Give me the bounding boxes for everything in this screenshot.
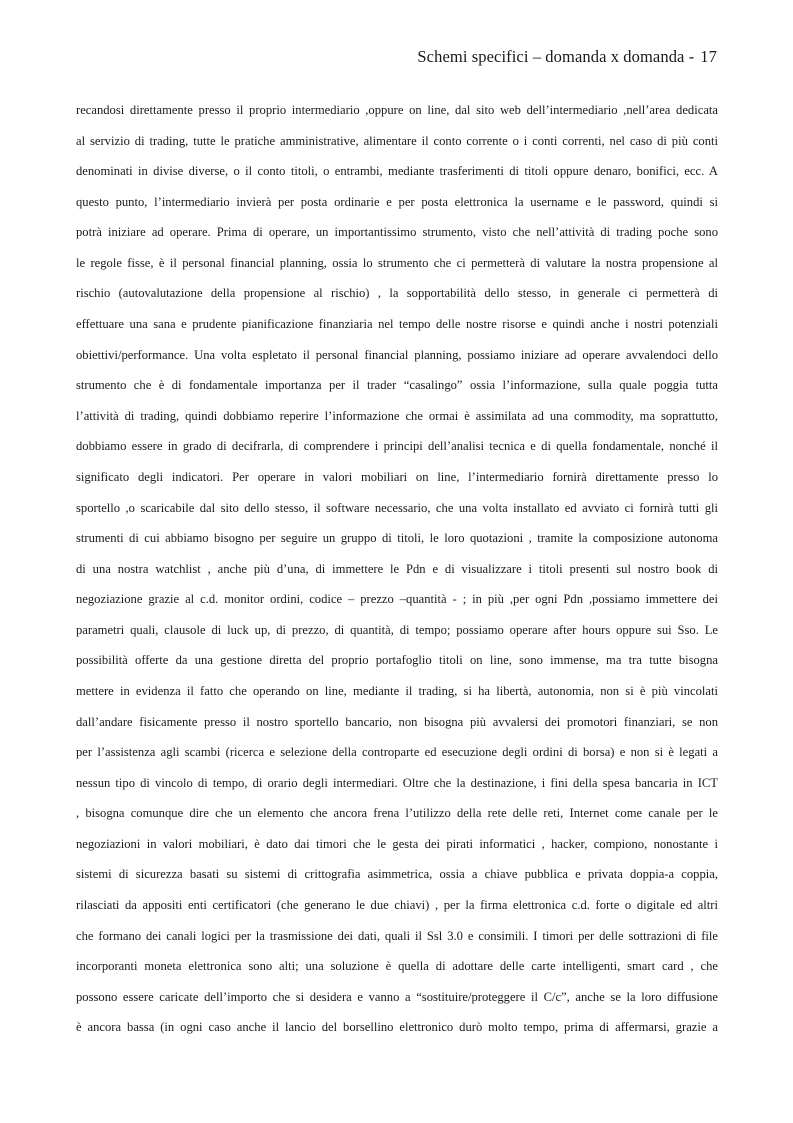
text-line: di una nostra watchlist , anche più d’una, di immettere le Pdn e di visualizzare i titoli presenti sul nostro book di [76,561,718,576]
text-line: nessun tipo di vincolo di tempo, di orario degli intermediari. Oltre che la destinazione, i fini della spesa bancaria in ICT [76,775,718,790]
text-line: mettere in evidenza il fatto che operando on line, mediante il trading, si ha libertà, autonomia, non si è più vincolati [76,683,718,698]
text-line: che formano dei canali logici per la trasmissione dei dati, quali il Ssl 3.0 e consimili. I timori per delle sottrazioni di file [76,928,718,943]
text-line: strumento che è di fondamentale importanza per il trader “casalingo” ossia l’informazione, sulla quale poggia tutta [76,378,718,393]
text-line: negoziazione grazie al c.d. monitor ordini, codice – prezzo –quantità - ; in più ,per ogni Pdn ,possiamo immettere dei [76,592,718,607]
text-line: possibilità offerte da una gestione diretta del proprio portafoglio titoli on line, sono immense, ma tra tutte bisogna [76,653,718,668]
text-line: obiettivi/performance. Una volta espletato il personal financial planning, possiamo iniziare ad operare avvalendoci dello [76,347,718,362]
text-line: recandosi direttamente presso il proprio intermediario ,oppure on line, dal sito web dell’intermediario ,nell’area dedicata [76,103,718,117]
text-line: denominati in divise diverse, o il conto titoli, o entrambi, mediante trasferimenti di titoli oppure denaro, bonifici, ecc. A [76,164,718,179]
text-line: rischio (autovalutazione della propensione al rischio) , la sopportabilità dello stesso, in generale ci permetterà di [76,286,718,301]
text-line: le regole fisse, è il personal financial planning, ossia lo strumento che ci permetterà di valutare la nostra propensione al [76,255,718,270]
text-line: possono essere caricate dell’importo che si desidera e vanno a “sostituire/proteggere il C/c”, anche se la loro diffusione [76,989,718,1004]
text-line: sistemi di sicurezza basati su sistemi di crittografia asimmetrica, ossia a chiave pubblica e privata doppia-a coppia, [76,867,718,882]
text-line: parametri quali, clausole di luck up, di prezzo, di quantità, di tempo; possiamo operare after hours oppure sui Sso. Le [76,622,718,637]
text-line: negoziazioni in valori mobiliari, è dato dai timori che le gesta dei pirati informatici , hacker, compiono, nonostante i [76,836,718,851]
page-number: 17 [700,47,717,66]
text-line: effettuare una sana e prudente pianificazione finanziaria nel tempo delle nostre risorse e quindi anche i nostri potenziali [76,317,718,332]
text-line: rilasciati da appositi enti certificatori (che generano le due chiavi) , per la firma elettronica c.d. forte o digitale ed altri [76,898,718,913]
running-header [417,47,717,67]
text-line: , bisogna comunque dire che un elemento che ancora frena l’utilizzo della rete delle reti, Internet come canale per le [76,806,718,821]
text-line: è ancora bassa (in ogni caso anche il lancio del borsellino elettronico durò molto tempo, prima di affermarsi, grazie a [76,1020,718,1035]
text-line: dall’andare fisicamente presso il nostro sportello bancario, non bisogna più avvalersi dei promotori finanziari, se non [76,714,718,729]
running-title: Schemi specifici – domanda x domanda - [417,47,695,66]
text-line: dobbiamo essere in grado di decifrarla, di comprendere i principi dell’analisi tecnica e di quella fondamentale, nonché il [76,439,718,454]
body-paragraph [76,101,718,1049]
text-line: incorporanti moneta elettronica sono alti; una soluzione è quella di adottare delle carte intelligenti, smart card , che [76,959,718,974]
text-line: questo punto, l’intermediario invierà per posta ordinarie e per posta elettronica la username e le password, quindi si [76,194,718,209]
text-line: l’attività di trading, quindi dobbiamo reperire l’informazione che ormai è assimilata ad una commodity, ma soprattutto, [76,408,718,423]
text-line: al servizio di trading, tutte le pratiche amministrative, alimentare il conto corrente o i conti correnti, nel caso di più conti [76,133,718,148]
text-line: significato degli indicatori. Per operare in valori mobiliari on line, l’intermediario fornirà direttamente presso lo [76,469,718,484]
text-line: potrà iniziare ad operare. Prima di operare, un importantissimo strumento, visto che nell’attività di trading poche sono [76,225,718,240]
text-line: strumenti di cui abbiamo bisogno per seguire un gruppo di titoli, le loro quotazioni , tramite la composizione autonoma [76,531,718,546]
text-line: sportello ,o scaricabile dal sito dello stesso, il software necessario, che una volta installato ed avviato ci fornirà tutti gli [76,500,718,515]
text-line: per l’assistenza agli scambi (ricerca e selezione della controparte ed esecuzione degli ordini di borsa) e non si è legati a [76,745,718,760]
